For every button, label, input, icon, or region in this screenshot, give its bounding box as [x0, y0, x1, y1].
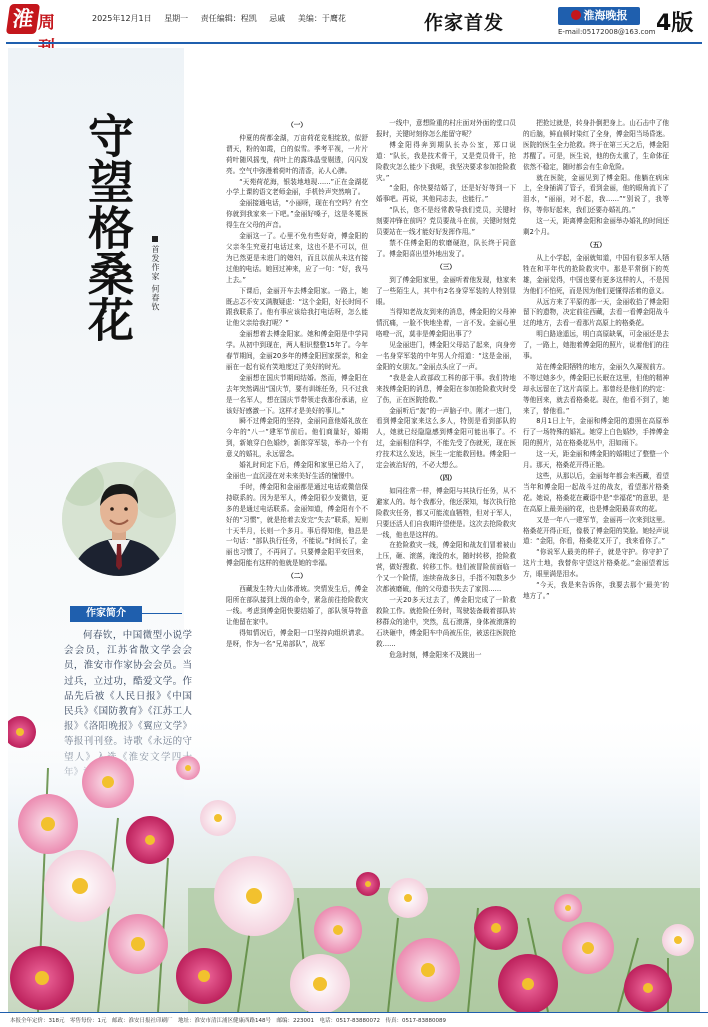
page-number: 4版 — [656, 11, 694, 36]
section-number: （五） — [586, 240, 606, 249]
article-paragraph: 到了傅金阳家里，金丽听着他发现，他家来了一些陌生人，其中有2名身穿军装的人特别显眼。 — [376, 275, 516, 306]
issue-date: 2025年12月1日 — [92, 14, 152, 23]
article-paragraph: 傅金阳得奔到期队长办公室，郑口说道：“队长，我是技术骨干，又是党员骨干，抢险救灾怎么能少下我呢，我坚决要求参加抢险救灾。” — [376, 140, 516, 182]
article-paragraph: 危急时刻，傅金阳来不及跳出一 — [389, 650, 482, 659]
logo-seal: 淮 — [6, 4, 40, 34]
article-paragraph: 金丽接通电话，“小丽呀，现在有空吗？有空你就到我家来一下吧。”金丽好嗓子，这是冬冕医得生在父母的声音。 — [226, 199, 368, 230]
article-paragraph: “我是金人政部政工科的部干事。我们特地来找傅金阳的消息，傅金阳在参加抢险救灾时受了伤，正在医院抢救。” — [376, 373, 516, 404]
article-paragraph: “你说军人最美的样子，就是守护。你守护了这片土地，我替你守望这片格桑花。”金丽望着远方，眼里满是泪水。 — [523, 548, 669, 579]
article-paragraph: 金丽听后“轰”的一声脑子中。刚才一进门，看到傅金阳家来这么多人，特别是看到部队的人，她就已经隐隐感到傅金阳可能出事了。不过，金丽相信科学，不能先受了伤就死，现在医疗技术这么发达，医生一定能救回他。傅金阳一定会被治好的，不必大想么。 — [376, 406, 516, 470]
article-paragraph: 当得知老战友到来的消息，傅金阳的父母神情沉痛，一脸不快地坐着，一言不发。金丽心里咯噔一沉，莫非是傅金阳出事了？ — [376, 308, 516, 339]
section-number: （二） — [287, 572, 307, 581]
proofreader-credit: 忌戚 — [269, 14, 286, 23]
article-paragraph: 8月1日上午，金丽和傅金阳的遗照在高原举行了一场特殊的婚礼。她穿上白色婚纱，手捧傅金阳的照片，站在格桑花丛中，泪如雨下。 — [523, 417, 669, 448]
contact-email: E-mail:05172008@163.com — [558, 28, 656, 36]
article-paragraph: 站在傅金阳牺牲的地方，金丽久久凝视前方。不等过她多少，傅金阳已长眠在这里，但他的精神却永远留在了这片高原上。那曾经是他们的约定：等他回来，就去看格桑花。现在，他看不到了，她来了，替他看。” — [523, 362, 669, 415]
article-paragraph: “金阳，你快要结婚了，还是好好等到一下婚事吧。再说，其他同志去，也能行。” — [376, 184, 516, 204]
article-paragraph: 下课后，金丽开车去傅金阳家。一路上，她既忐忑不安又满腹疑虑：“这个金阳，好长时间不跟我联系了。他有事应该给我打电话呀，怎么能让他父亲给我打呢？” — [226, 286, 368, 328]
article-paragraph: 仲夏的荷都金湖，万亩荷花竞相绽放，似舒谓天，粉的如霞，白的似雪。季考平视，一片片荷叶随风摇曳，荷叶上的露珠晶莹剔透，闪闪发亮。空气中弥漫着荷叶的清香，沁人心脾。 — [226, 133, 368, 175]
author-bio: 何春钦，中国微型小说学会会员，江苏省散文学会会员，淮安市作家协会会员。当过兵，立过功，酷爱文学。作品先后被《人民日报》《中国 — [64, 630, 192, 702]
header-rule — [6, 42, 702, 44]
article-paragraph: 得知情况后，傅金阳一口坚持向组织请求。是呀，作为一名“兄弟部队”，战军 — [226, 628, 368, 648]
article-paragraph: 金丽这一了。心里不免有些好奇，傅金阳的父亲冬生究竟打电话过来，这也不是不可以，但为已然更是未进门的媳妇，而且以前从未这有接过他的电话。她回过神来，应了一句：“好，我马上去。” — [226, 232, 368, 284]
byline-text: 首发作家 何春钦 — [151, 245, 160, 312]
article-byline — [150, 236, 161, 312]
article-paragraph: 从远方来了平原的那一天，金丽收拾了傅金阳留下的遗物，决定前往西藏，去看一看傅金阳战斗过的地方，去看一看那片高原上的格桑花。 — [523, 297, 669, 328]
article-paragraph: 手时，傅金阳和金丽都是通过电话或微信保持联系的。因为是军人，傅金阳很少发微信，更多的是通过电话联系。金丽知道，傅金阳有个不好的“习惯”，就是抢着去发完“失去”联系，短则十天半月，长则一个多月。事后得知他，他总是一句话：“部队执行任务，不能说。”时间长了，金丽也习惯了，不再问了。只要傅金阳平安回来，傅金阳能有这样的他就是她的幸福。 — [226, 482, 368, 568]
section-number: （一） — [287, 121, 307, 129]
section-number: （三） — [436, 262, 456, 271]
logo-text: 周 — [38, 13, 55, 33]
article-column-3 — [523, 118, 669, 602]
author-portrait — [62, 462, 176, 576]
article-paragraph: 如同往常一样，傅金阳与其执行任务，从不避家人的。每个我都分，他还深知，每次执行抢险救灾任务，都又可能流血牺牲，但对于军人，只要还活人们自我期许望使是。这次去抢险救灾一线，他也是这样的。 — [376, 486, 516, 539]
profile-heading: 作家简介 — [70, 606, 142, 622]
paper-logo-text: 淮海晚报 — [583, 9, 628, 22]
article-paragraph: 把抢过就是，转身扑倒把身上。山石击中了他的后脑，鲜血顿时染红了全身，傅金阳当场昏迷。医院的医生全力抢救。终于在第三天之后，傅金阳苏醒了。可是，医生说，他的伤太重了，生命体征依然不稳定，随时都会有生命危险。 — [523, 119, 669, 171]
masthead — [0, 0, 708, 44]
cosmos-flowers-photo — [8, 708, 700, 1012]
issue-weekday: 星期一 — [164, 14, 189, 23]
article-paragraph: 金丽想在国庆节期间结婚。然而，傅金阳在去年突然调出“国庆节，要有训练任务，只不过我是一名军人，想在国庆节带领走我那份承诺，应该好好感激一下。这样才是美好的事儿。” — [226, 373, 368, 415]
article-paragraph: 金丽想着去傅金阳家。她和傅金阳是中学同学。从初中到现在，两人相识整整15年了。今年春节期间，金丽20多年的傅金阳回家探亲，和金丽在一起有说有笑地度过了美好的时光。 — [226, 330, 368, 371]
paper-logo-icon — [571, 10, 581, 20]
issue-meta — [92, 13, 356, 24]
profile-rule — [142, 613, 182, 614]
section-number: （四） — [436, 474, 456, 482]
article-paragraph: 一天20多天过去了，傅金阳完成了一阶救救险工作。就抢险任务时，驾驶装备载着部队转移群众的途中，突然，乱石滚落，身体被滚落的石块砸中，傅金阳车中尚被压住，被送往医院抢救…… — [376, 595, 516, 648]
article-paragraph: 这些，从那以后，金丽每年都会来西藏，看望当年和傅金阳一起战斗过的战友，看望那片格桑花。她说，格桑花在藏语中是“幸福花”的意思，是在高原上最美丽的花，也是傅金阳最喜欢的花。 — [523, 472, 669, 513]
article-paragraph: 从上小学起，金丽就知道，中国有很多军人牺牲在和平年代的抢险救灾中。那是平常倒下的英雄，金丽觉得，中国也要有更多这样的人，不是因为他们不怕死，而是因为他们更懂得活着的意义。 — [523, 253, 669, 295]
article-paragraph: 西藏发生特大山体滑坡。突情发生后，傅金阳所在部队接到上级的命令，紧急前往抢险救灾一线。考虑到傅金阳快要结婚了，部队领导特意让他留在家中。 — [226, 585, 368, 626]
weekly-logo — [8, 4, 64, 38]
paper-logo — [558, 7, 640, 25]
article-paragraph: “今天，我是来告诉你，我要去那个‘最美’的地方了。” — [523, 581, 669, 600]
article-paragraph: “队长，您不是经常教导我们党员，关键时刻要冲锋在前吗？党员要战斗在前，关键时刻党员要站在一线才能好好发挥作用。” — [376, 206, 516, 237]
article-paragraph: 这一天，距离傅金阳和金丽举办婚礼的时间还剩2个月。 — [523, 217, 669, 237]
article-paragraph: 瞬不过傅金阳的坚持，金丽同意他婚礼放在今年的“八一”建军节前后。他们商量好，婚期到，新娘穿白色婚纱，新郎穿军装，举办一个有意义的婚礼，永远留念。 — [226, 417, 368, 459]
article-paragraph: 又是一年八一建军节，金丽再一次来到这里。格桑花开得正旺，像极了傅金阳的笑脸。她轻声说道：“金阳，你看，格桑花又开了，我来看你了。” — [523, 515, 669, 546]
article-paragraph: 就在医院，金丽见到了傅金阳。他躺在病床上，全身插满了管子，看到金丽，他的眼角流下了泪水，“丽丽，对不起，我……”“别说了，我等你，等你好起来，我们还要办婚礼的。” — [523, 173, 669, 215]
article-paragraph: 婚礼时间定下后，傅金阳和家里已给入了，金丽也一直沉浸在对未来美好生活的憧憬中。 — [226, 461, 368, 480]
article-paragraph: 禁不住傅金阳的软磨硬泡，队长终于同意了。傅金阳喜出望外地出发了。 — [376, 238, 516, 258]
article-paragraph: 一线中，意想险重的村庄面对外面的堂口员报时，关键时刻你怎么能留守呢？ — [376, 119, 516, 138]
editor-credit: 责任编辑：程凯 — [200, 14, 257, 23]
article-title: 守望格桑花 — [81, 112, 135, 342]
page-footer: 本报全年定价：318元 零售每份：1元 邮政：淮安日报社印刷厂 地址：淮安市清江浦区健康西路148号 邮编：223001 电话：0517-83880072 传真：0517-83880089 — [0, 1012, 708, 1027]
byline-marker — [152, 236, 158, 242]
section-title: 作家首发 — [424, 12, 505, 34]
article-paragraph: 见金丽进门，傅金阳父母站了起来，向身旁一名身穿军装的中年男人介绍道：“这是金丽，金阳的女朋友。”金丽点头应了一声。 — [376, 341, 516, 371]
article-paragraph: “天苑荷花海，银装地地现……”正在金湖花小学上课的语文老师金丽，手机铃声突然响了。 — [226, 177, 368, 197]
article-paragraph: 在抢险救灾一线，傅金阳和战友们冒着被山上压，砸、滚落，淹没的水，随时转移，抢险救营，做好搜救、转移工作。他们被冒险前面临一个又一个险情，连续奋战多日，手指不知数多少次都被磨破，他的父母遗书失去了家园…… — [376, 541, 516, 594]
designer-credit: 美编：于鹰花 — [297, 14, 346, 23]
author-photo — [62, 462, 176, 576]
article-column-2 — [376, 118, 516, 660]
article-paragraph: 明白路途遥远，明白高原缺氧，可金丽还是去了，一路上，她抱着傅金阳的照片，说着他们的往事。 — [523, 330, 669, 361]
article-column-1 — [226, 118, 368, 650]
article-paragraph: 这一天，距金丽和傅金阳的婚期过了整整一个月。那天，格桑花开得正艳。 — [523, 450, 669, 470]
